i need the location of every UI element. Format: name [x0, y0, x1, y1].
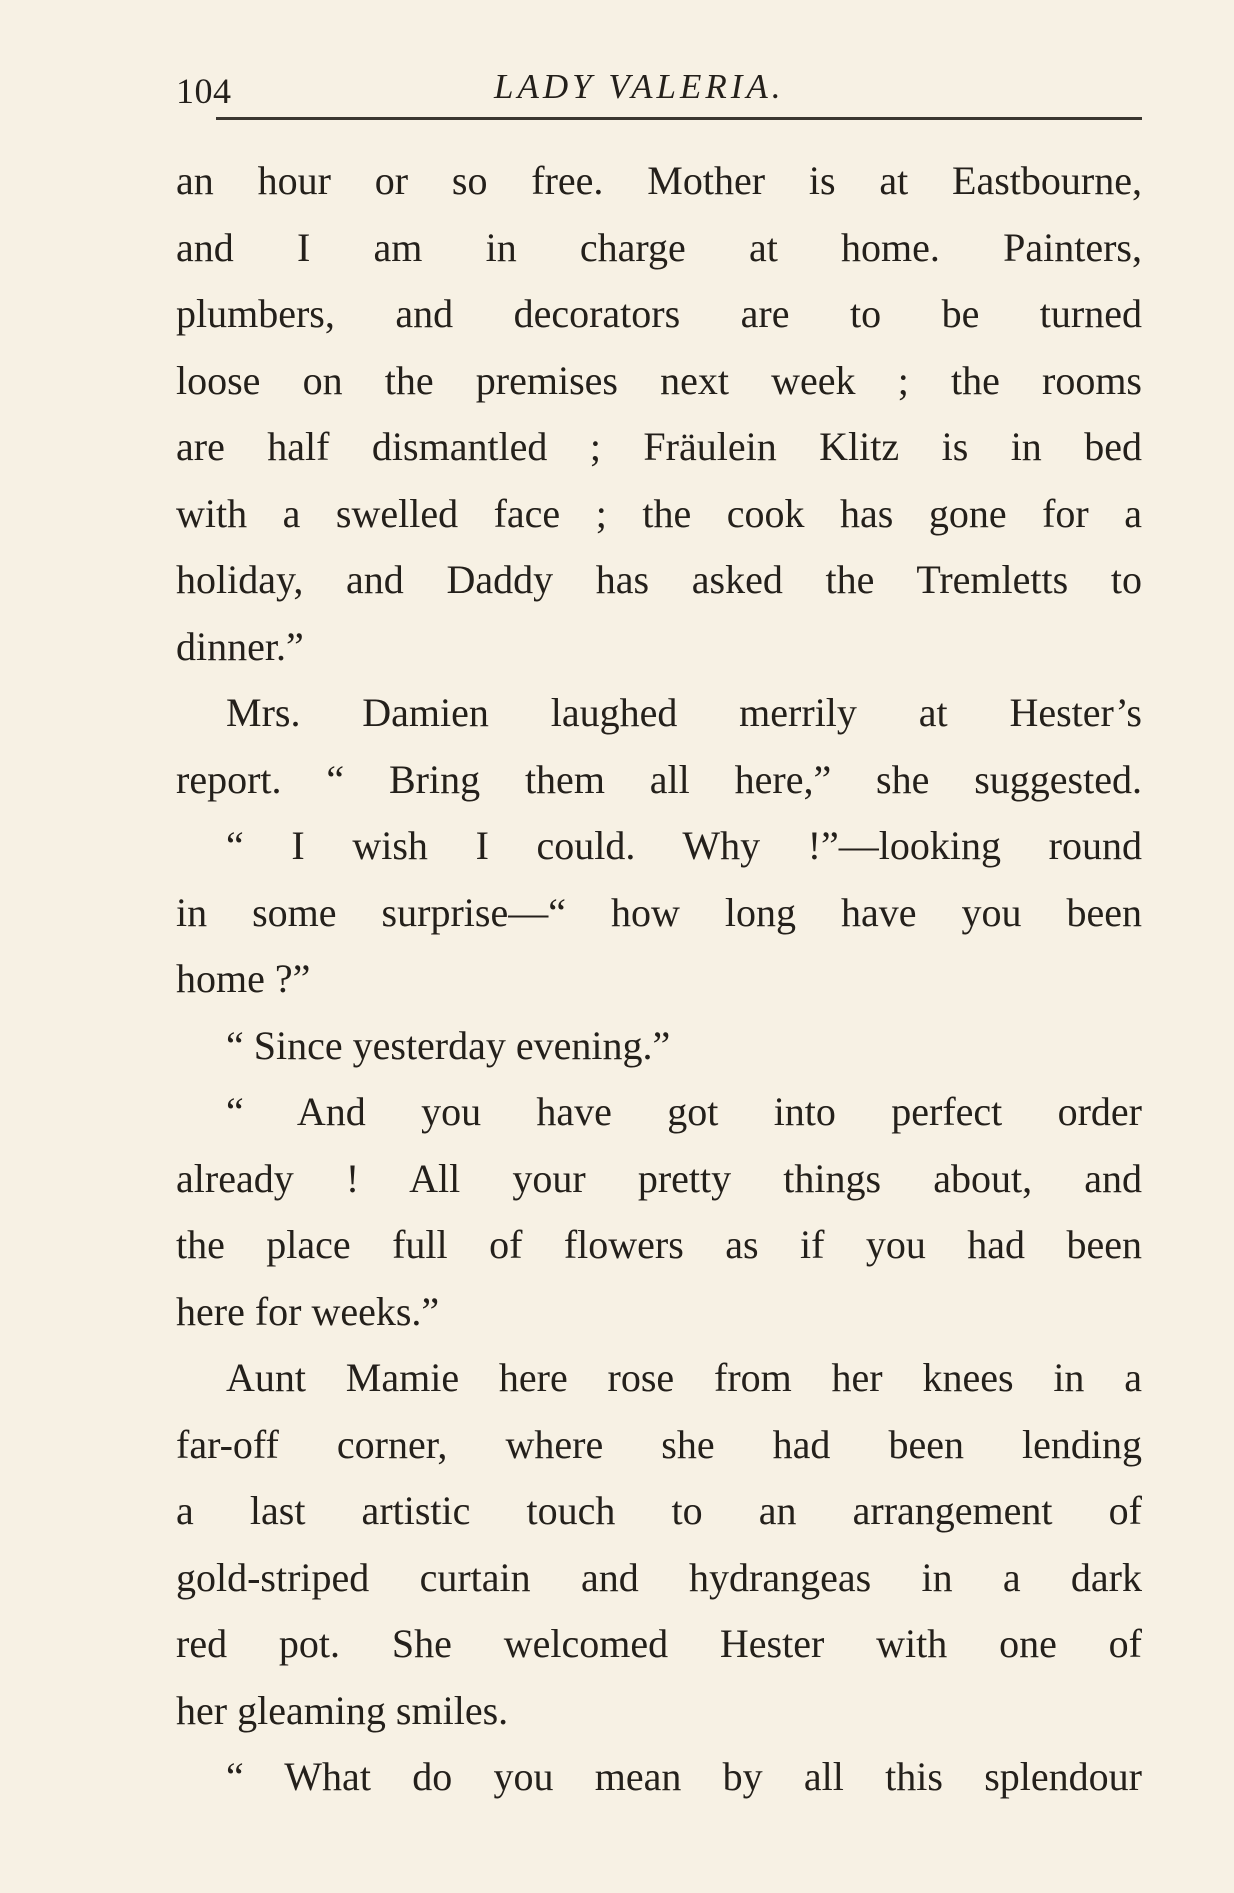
page-number: 104 [176, 71, 232, 111]
text-line: holiday, and Daddy has asked the Tremletts to [176, 557, 1142, 602]
text-line: here for weeks.” [176, 1288, 440, 1334]
page-header [176, 62, 1142, 118]
text-line: with a swelled face ; the cook has gone for a [176, 490, 1142, 536]
text-line: “ Since yesterday evening.” [226, 1022, 671, 1068]
running-title: LADY VALERIA. [494, 67, 785, 106]
header-rule [216, 117, 1142, 120]
text-line: “ What do you mean by all this splendour [226, 1754, 1142, 1799]
text-line: Mrs. Damien laughed merrily at Hester’s [226, 690, 1142, 735]
body-text [176, 148, 1142, 1811]
text-line: “ I wish I could. Why !”—looking round [226, 823, 1142, 868]
text-line: already ! All your pretty things about, and [176, 1155, 1142, 1201]
text-line: the place full of flowers as if you had been [176, 1222, 1142, 1267]
text-line: dinner.” [176, 623, 304, 669]
text-line: in some surprise—“ how long have you been [176, 889, 1142, 935]
text-line: plumbers, and decorators are to be turned [176, 291, 1142, 336]
text-line: loose on the premises next week ; the rooms [176, 357, 1142, 403]
text-line: and I am in charge at home. Painters, [176, 224, 1142, 270]
text-line: a last artistic touch to an arrangement of [176, 1488, 1142, 1533]
text-line: Aunt Mamie here rose from her knees in a [226, 1355, 1142, 1400]
text-line: are half dismantled ; Fräulein Klitz is in bed [176, 424, 1142, 469]
text-line: report. “ Bring them all here,” she suggested. [176, 756, 1142, 802]
text-line: far-off corner, where she had been lending [176, 1421, 1142, 1467]
text-line: gold-striped curtain and hydrangeas in a dark [176, 1554, 1142, 1600]
text-line: “ And you have got into perfect order [226, 1089, 1142, 1134]
text-line: her gleaming smiles. [176, 1687, 509, 1733]
text-line: red pot. She welcomed Hester with one of [176, 1621, 1142, 1666]
text-line: an hour or so free. Mother is at Eastbourne, [176, 158, 1142, 203]
text-line: home ?” [176, 956, 311, 1001]
